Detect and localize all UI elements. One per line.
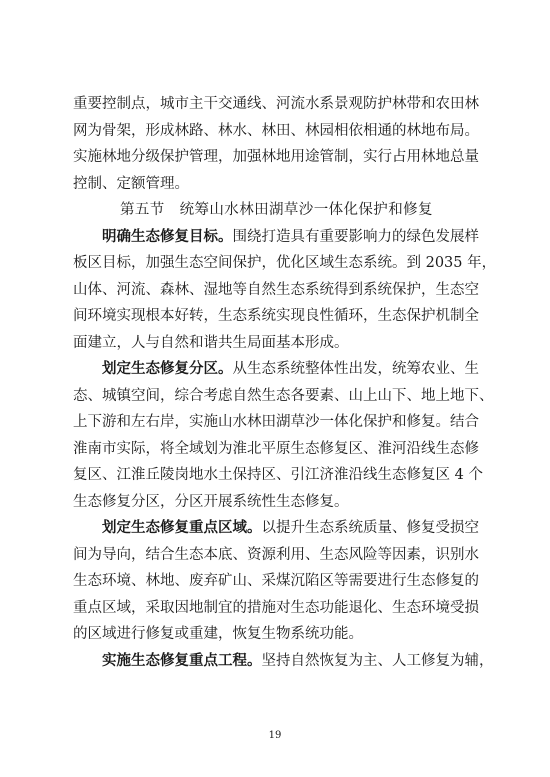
paragraph-lead: 明确生态修复目标。 [102, 227, 233, 245]
paragraph-line: 板区目标，加强生态空间保护，优化区域生态系统。到 2035 年， [73, 255, 497, 271]
paragraph-line: 间为导向，结合生态本底、资源利用、生态风险等因素，识别水 [73, 546, 479, 563]
paragraph-line: 生态修复分区，分区开展系统性生态修复。 [73, 493, 349, 510]
paragraph-first-line [73, 356, 478, 383]
paragraph-first-line [73, 515, 478, 542]
paragraph-line: 复区、江淮丘陵岗地水土保持区、引江济淮沿线生态修复区 4 个 [73, 467, 483, 483]
paragraph-text: 坚持自然恢复为主、人工修复为辅， [261, 652, 494, 669]
paragraph-line: 山体、河流、森林、湿地等自然生态系统得到系统保护，生态空 [73, 281, 479, 298]
paragraph-line: 控制、定额管理。 [73, 175, 189, 192]
paragraph-text: 围绕打造具有重要影响力的绿色发展样 [232, 228, 479, 245]
paragraph-text: 以提升生态系统质量、修复受损空 [261, 520, 479, 536]
paragraph-line: 态、城镇空间，综合考虑自然生态各要素、山上山下、地上地下、 [73, 387, 494, 404]
page-number: 19 [268, 730, 282, 741]
section-heading: 第五节 统筹山水林田湖草沙一体化保护和修复 [120, 202, 433, 218]
paragraph-first-line [73, 648, 494, 675]
body-text [73, 91, 497, 674]
paragraph-line: 间环境实现根本好转，生态系统实现良性循环，生态保护机制全 [73, 308, 479, 324]
paragraph-line: 上下游和左右岸，实施山水林田湖草沙一体化保护和修复。结合 [73, 414, 479, 430]
paragraph-lead: 划定生态修复重点区域。 [102, 519, 262, 536]
paragraph-line: 重点区域，采取因地制宜的措施对生态功能退化、生态环境受损 [73, 599, 479, 616]
paragraph-line: 实施林地分级保护管理，加强林地用途管制，实行占用林地总量 [73, 149, 479, 165]
paragraph-line: 的区域进行修复或重建，恢复生物系统功能。 [73, 626, 363, 642]
paragraph-line: 生态环境、林地、废弃矿山、采煤沉陷区等需要进行生态修复的 [73, 573, 479, 589]
paragraph-text: 从生态系统整体性出发，统筹农业、生 [232, 361, 479, 377]
paragraph-line: 网为骨架，形成林路、林水、林田、林园相依相通的林地布局。 [73, 122, 479, 139]
paragraph-lead: 实施生态修复重点工程。 [102, 651, 262, 669]
paragraph-first-line [73, 224, 478, 251]
paragraph-line: 面建立，人与自然和谐共生局面基本形成。 [73, 334, 349, 351]
paragraph-line: 淮南市实际，将全域划为淮北平原生态修复区、淮河沿线生态修 [73, 440, 479, 457]
paragraph-lead: 划定生态修复分区。 [102, 360, 233, 377]
paragraph-line: 重要控制点，城市主干交通线、河流水系景观防护林带和农田林 [73, 96, 479, 112]
